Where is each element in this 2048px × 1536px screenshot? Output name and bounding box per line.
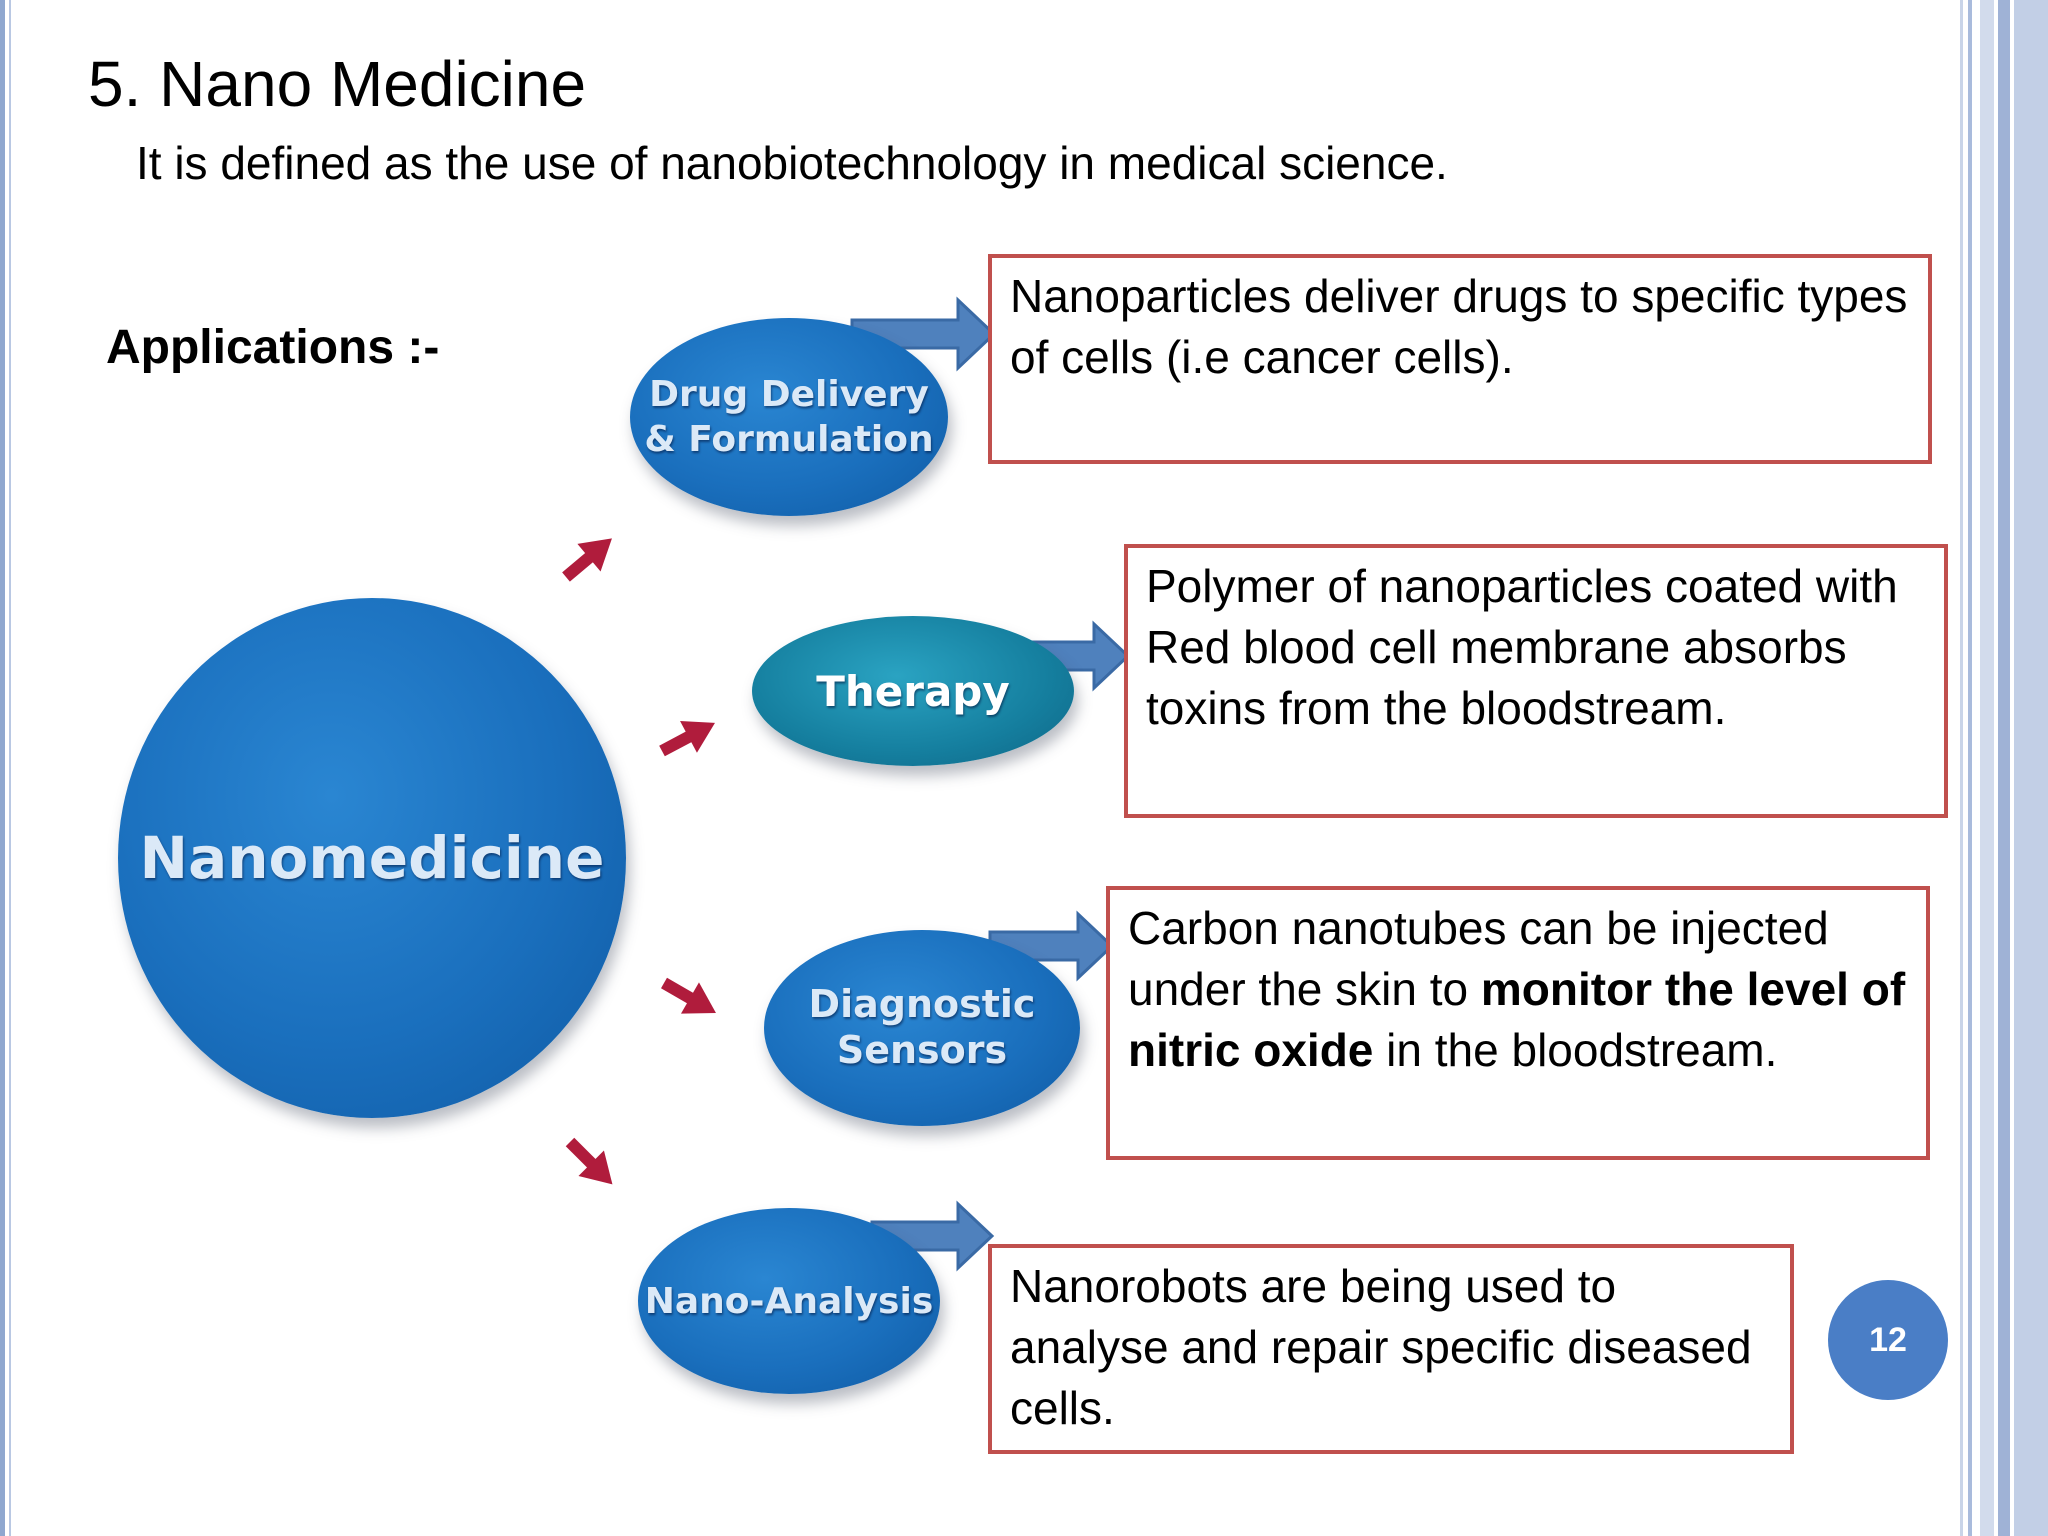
callout-diagnostic-sensors <box>1106 886 1930 1160</box>
callout-diagnostic-text-bold: monitor the level of nitric oxide <box>1128 963 1906 1076</box>
nanomedicine-bubble <box>118 598 626 1118</box>
slide-subtitle: It is defined as the use of nanobiotechnology in medical science. <box>136 137 1448 189</box>
nano-analysis-label: Nano-Analysis <box>644 1280 934 1322</box>
slide-title: 5. Nano Medicine <box>88 48 587 120</box>
diagnostic-sensors-label: Diagnostic Sensors <box>808 982 1036 1072</box>
connector-arrow-diagnostic <box>655 967 725 1028</box>
drug-delivery-label: Drug Delivery & Formulation <box>644 374 934 460</box>
connector-arrow-therapy <box>654 707 724 767</box>
callout-drug-delivery-text: Nanoparticles deliver drugs to specific types of cells (i.e cancer cells). <box>1010 270 1908 383</box>
callout-nano-analysis <box>988 1244 1794 1454</box>
callout-diagnostic-text-start: Carbon nanotubes can be injected under the skin to <box>1128 902 1829 1015</box>
callout-nano-analysis-text: Nanorobots are being used to analyse and repair specific diseased cells. <box>1010 1260 1752 1434</box>
callout-therapy <box>1124 544 1948 818</box>
nanomedicine-label: Nanomedicine <box>139 824 605 892</box>
callout-drug-delivery <box>988 254 1932 464</box>
callout-diagnostic-text-end: in the bloodstream. <box>1373 1024 1778 1076</box>
page-number: 12 <box>1869 1320 1907 1359</box>
diagnostic-sensors-bubble <box>764 930 1080 1126</box>
nano-analysis-bubble <box>638 1208 940 1394</box>
applications-label: Applications :- <box>106 321 440 374</box>
therapy-label: Therapy <box>816 666 1010 716</box>
drug-delivery-bubble <box>630 318 948 516</box>
connector-arrow-nano-analysis <box>557 1129 625 1197</box>
therapy-bubble <box>752 616 1074 766</box>
connector-arrow-drug <box>554 525 623 591</box>
callout-therapy-text: Polymer of nanoparticles coated with Red blood cell membrane absorbs toxins from the bloodstream. <box>1146 560 1898 734</box>
page-number-badge <box>1828 1280 1948 1400</box>
